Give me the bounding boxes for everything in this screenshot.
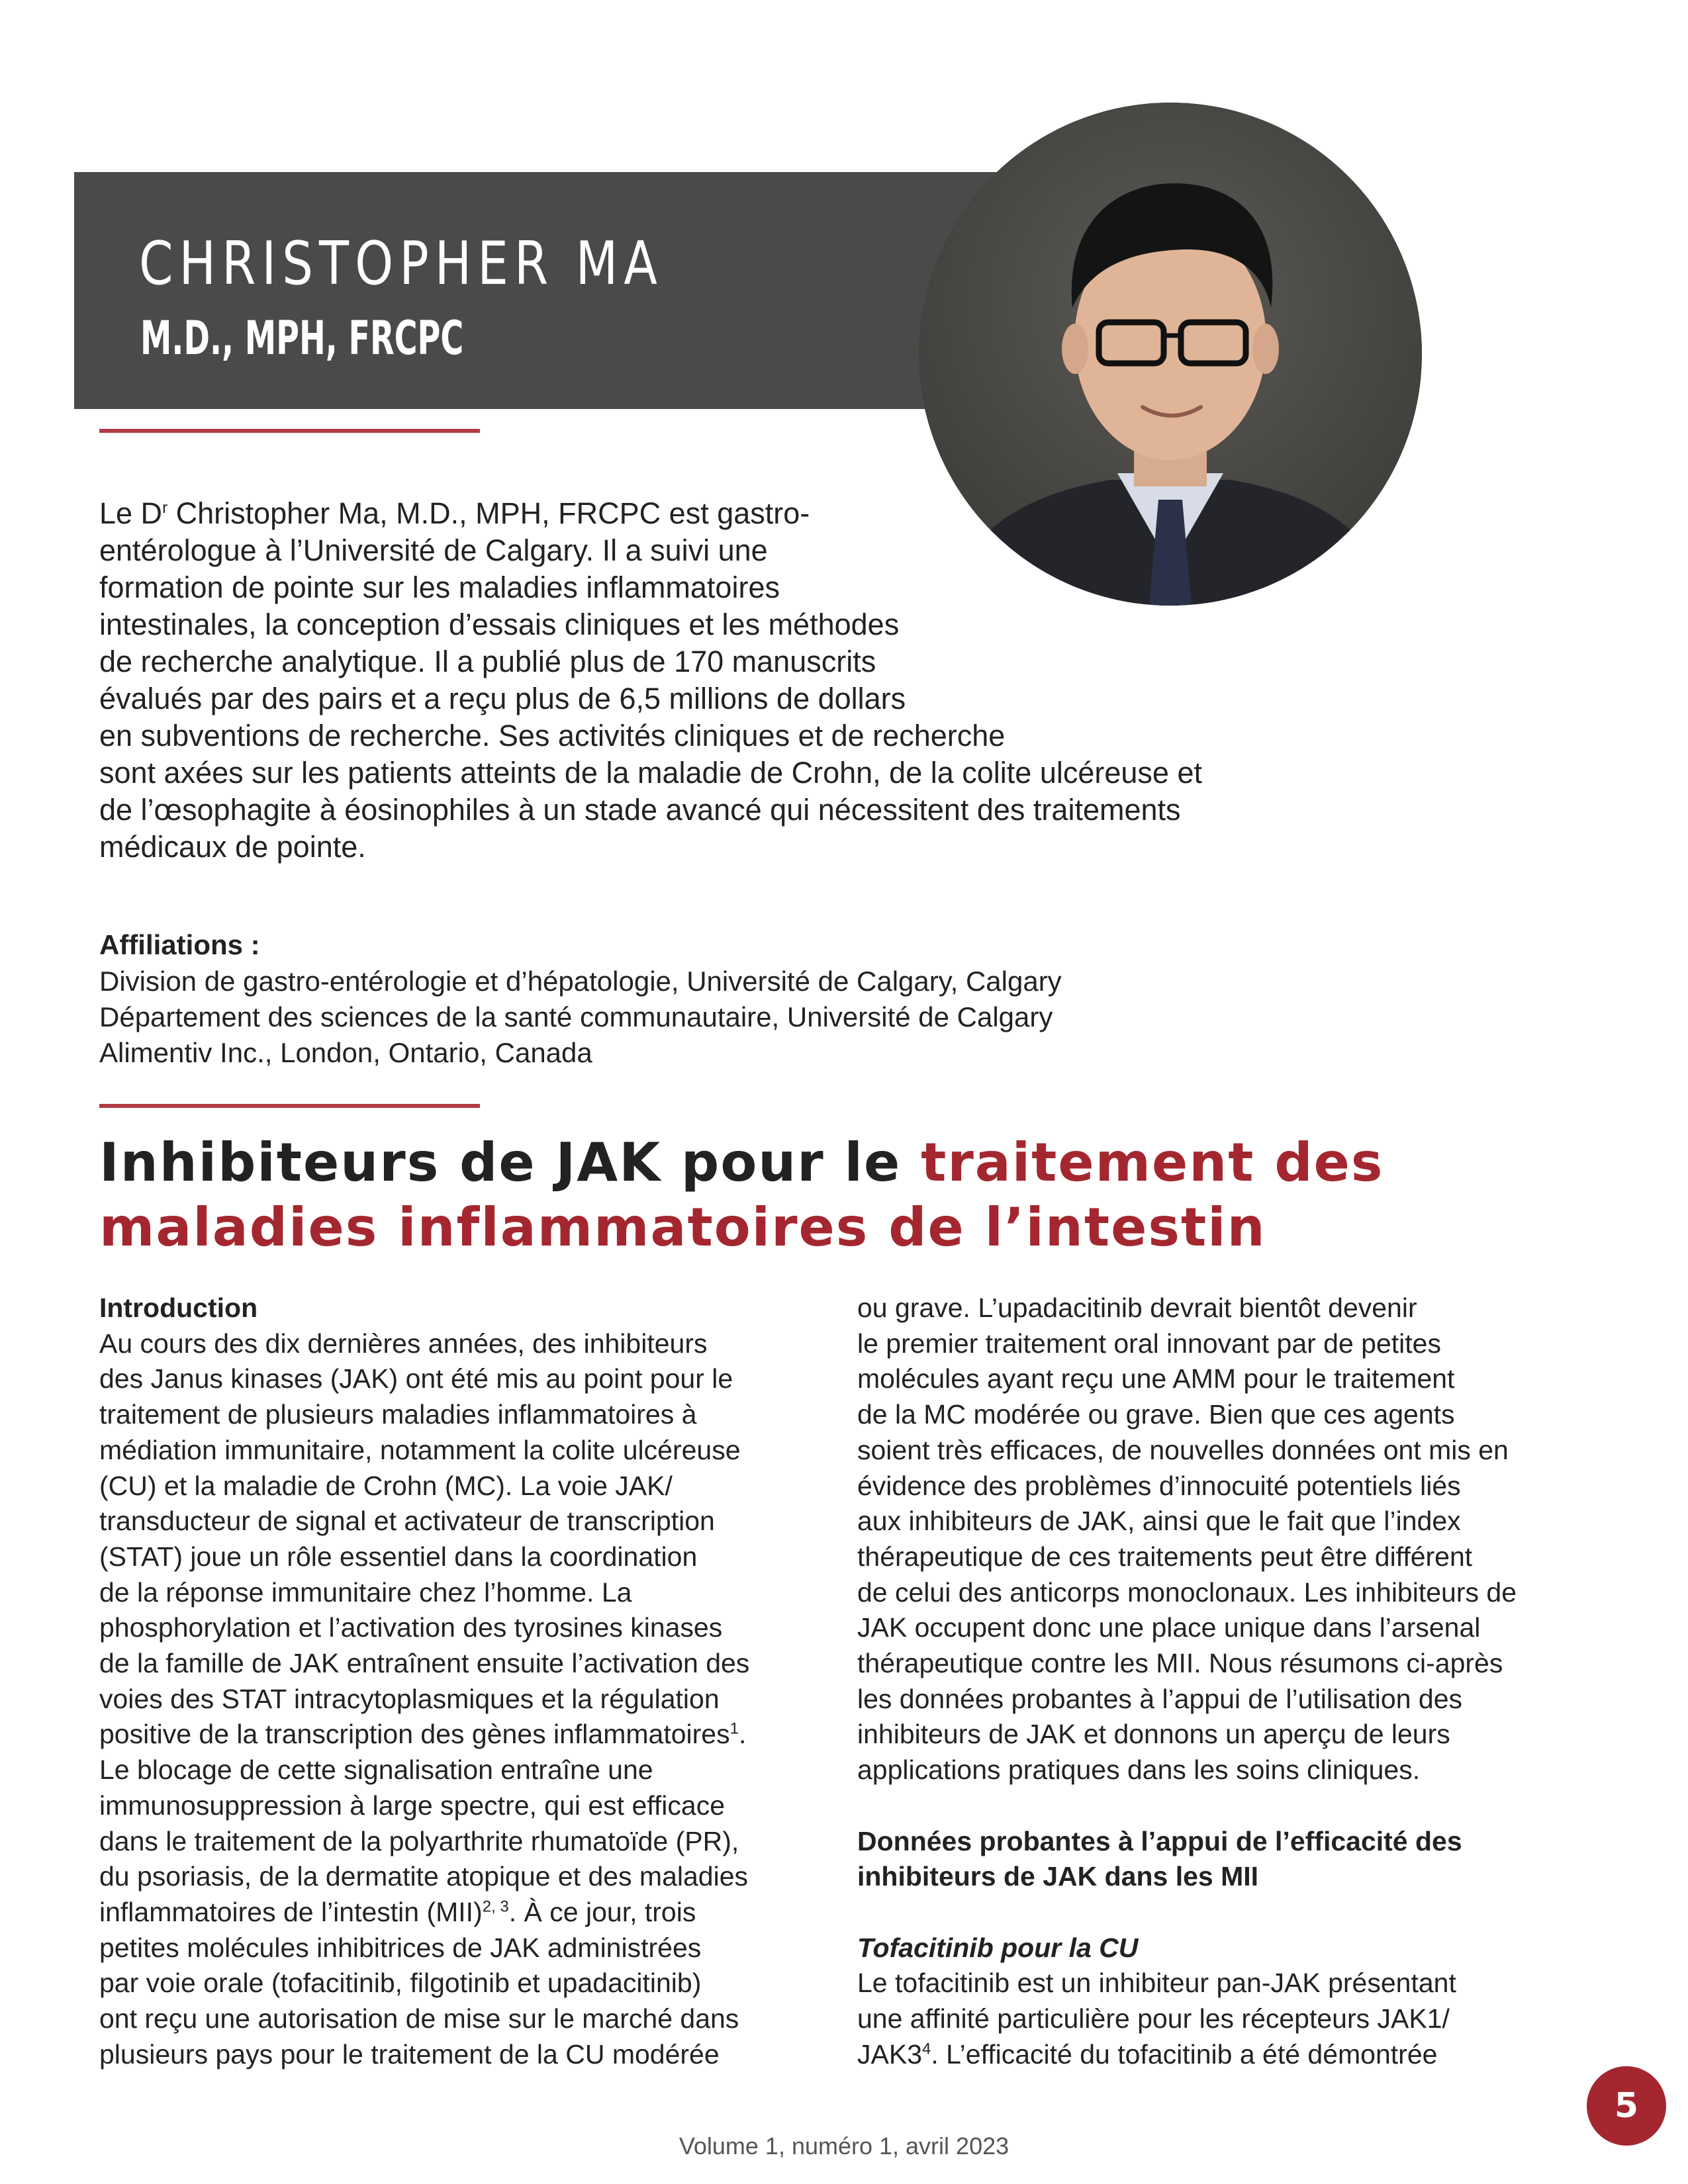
body-line: traitement de plusieurs maladies inflammatoires à (99, 1399, 697, 1430)
bio-line: formation de pointe sur les maladies inflammatoires (99, 570, 780, 604)
body-line: $JAK3^4$. L’efficacité du tofacitinib a été démontrée (857, 2038, 1438, 2070)
divider-rule (99, 429, 480, 433)
body-line: le premier traitement oral innovant par de petites (857, 1328, 1441, 1359)
body-line: (CU) et la maladie de Crohn (MC). La voie JAK/ (99, 1470, 673, 1501)
body-line: plusieurs pays pour le traitement de la CU modérée (99, 2038, 720, 2070)
bio-line: Le $D^r$ Christopher Ma, M.D., MPH, FRCPC est gastro- (99, 496, 810, 530)
body-line: Le tofacitinib est un inhibiteur pan-JAK présentant (857, 1968, 1456, 1999)
body-line: thérapeutique contre les MII. Nous résumons ci-après (857, 1648, 1503, 1679)
body-line: transducteur de signal et activateur de transcription (99, 1506, 715, 1537)
bio-line: de l’œsophagite à éosinophiles à un stade avancé qui nécessitent des traitements (99, 793, 1181, 827)
body-line: (STAT) joue un rôle essentiel dans la coordination (99, 1541, 698, 1572)
body-line: ont reçu une autorisation de mise sur le marché dans (99, 2003, 739, 2034)
affiliation-item: Division de gastro-entérologie et d’hépatologie, Université de Calgary, Calgary (99, 966, 1062, 997)
body-line: de la famille de JAK entraînent ensuite l’activation des (99, 1648, 750, 1679)
bio-line: intestinales, la conception d’essais cliniques et les méthodes (99, 608, 900, 641)
article-title (99, 1130, 1622, 1260)
body-line: une affinité particulière pour les récepteurs JAK1/ (857, 2003, 1450, 2034)
paragraph-gap (857, 1788, 1592, 1824)
body-line: de celui des anticorps monoclonaux. Les inhibiteurs de (857, 1576, 1517, 1608)
body-line: inflammatoires de l’intestin (MII)$^{2, 3}$. À ce jour, trois (99, 1896, 696, 1927)
title-accent: maladies inflammatoires de l’intestin (99, 1197, 1266, 1258)
body-line: molécules ayant reçu une AMM pour le traitement (857, 1363, 1455, 1394)
body-line: évidence des problèmes d’innocuité potentiels liés (857, 1470, 1461, 1501)
body-line: voies des STAT intracytoplasmiques et la régulation (99, 1683, 720, 1714)
author-name: CHRISTOPHER MA (139, 229, 663, 298)
body-line: des Janus kinases (JAK) ont été mis au point pour le (99, 1363, 733, 1394)
body-line: soient très efficaces, de nouvelles données ont mis en (857, 1434, 1509, 1465)
bio-line: entérologue à l’Université de Calgary. Il a suivi une (99, 533, 768, 567)
body-line: médiation immunitaire, notamment la colite ulcéreuse (99, 1434, 741, 1465)
affiliations-heading: Affiliations : (99, 929, 260, 960)
body-line: aux inhibiteurs de JAK, ainsi que le fait que l’index (857, 1506, 1461, 1537)
body-line: inhibiteurs de JAK et donnons un aperçu de leurs (857, 1719, 1450, 1750)
right-column (857, 1291, 1592, 2072)
affiliation-item: Département des sciences de la santé communautaire, Université de Calgary (99, 1001, 1053, 1032)
body-line: immunosuppression à large spectre, qui est efficace (99, 1790, 726, 1821)
left-column (99, 1291, 834, 2072)
bio-line: évalués par des pairs et a reçu plus de 6,5 millions de dollars (99, 682, 906, 715)
bio-line: médicaux de pointe. (99, 830, 366, 864)
bio-line: sont axées sur les patients atteints de la maladie de Crohn, de la colite ulcéreuse et (99, 756, 1202, 790)
bio-line: en subventions de recherche. Ses activités cliniques et de recherche (99, 719, 1006, 752)
title-part: Inhibiteurs de JAK pour le (99, 1132, 921, 1193)
section-heading: Introduction (99, 1293, 258, 1323)
body-line: de la réponse immunitaire chez l’homme. La (99, 1576, 632, 1608)
section-heading: inhibiteurs de JAK dans les MII (857, 1861, 1259, 1892)
author-bio (99, 495, 1357, 866)
body-line: de la MC modérée ou grave. Bien que ces agents (857, 1399, 1455, 1430)
body-line: par voie orale (tofacitinib, filgotinib et upadacitinib) (99, 1968, 702, 1999)
divider-rule (99, 1104, 480, 1108)
paragraph-gap (857, 1895, 1592, 1931)
affiliation-item: Alimentiv Inc., London, Ontario, Canada (99, 1037, 592, 1068)
subsection-heading: Tofacitinib pour la CU (857, 1932, 1139, 1963)
reference-marker: 4 (922, 2040, 931, 2058)
body-line: les données probantes à l’appui de l’utilisation des (857, 1683, 1463, 1714)
reference-marker: 2, 3 (482, 1897, 509, 1916)
body-line: dans le traitement de la polyarthrite rhumatoïde (PR), (99, 1825, 739, 1856)
author-credentials: M.D., MPH, FRCPC (140, 311, 464, 365)
section-heading: Données probantes à l’appui de l’efficacité des (857, 1825, 1462, 1856)
body-line: Le blocage de cette signalisation entraîne une (99, 1754, 653, 1786)
bio-line: de recherche analytique. Il a publié plus de 170 manuscrits (99, 645, 876, 678)
body-line: Au cours des dix dernières années, des inhibiteurs (99, 1328, 708, 1359)
page-number-badge: 5 (1587, 2066, 1666, 2146)
reference-marker: 1 (729, 1719, 739, 1738)
body-line: applications pratiques dans les soins cliniques. (857, 1754, 1421, 1786)
body-line: phosphorylation et l’activation des tyrosines kinases (99, 1612, 723, 1643)
title-accent: traitement des (921, 1132, 1384, 1193)
body-line: thérapeutique de ces traitements peut être différent (857, 1541, 1473, 1572)
body-line: positive de la transcription des gènes inflammatoires$^1$. (99, 1719, 747, 1750)
affiliations-list (99, 964, 1062, 1071)
body-line: ou grave. L’upadacitinib devrait bientôt devenir (857, 1293, 1417, 1323)
body-line: JAK occupent donc une place unique dans l’arsenal (857, 1612, 1481, 1643)
body-line: du psoriasis, de la dermatite atopique et des maladies (99, 1861, 749, 1892)
issue-footer: Volume 1, numéro 1, avril 2023 (679, 2132, 1009, 2160)
body-line: petites molécules inhibitrices de JAK administrées (99, 1932, 702, 1963)
